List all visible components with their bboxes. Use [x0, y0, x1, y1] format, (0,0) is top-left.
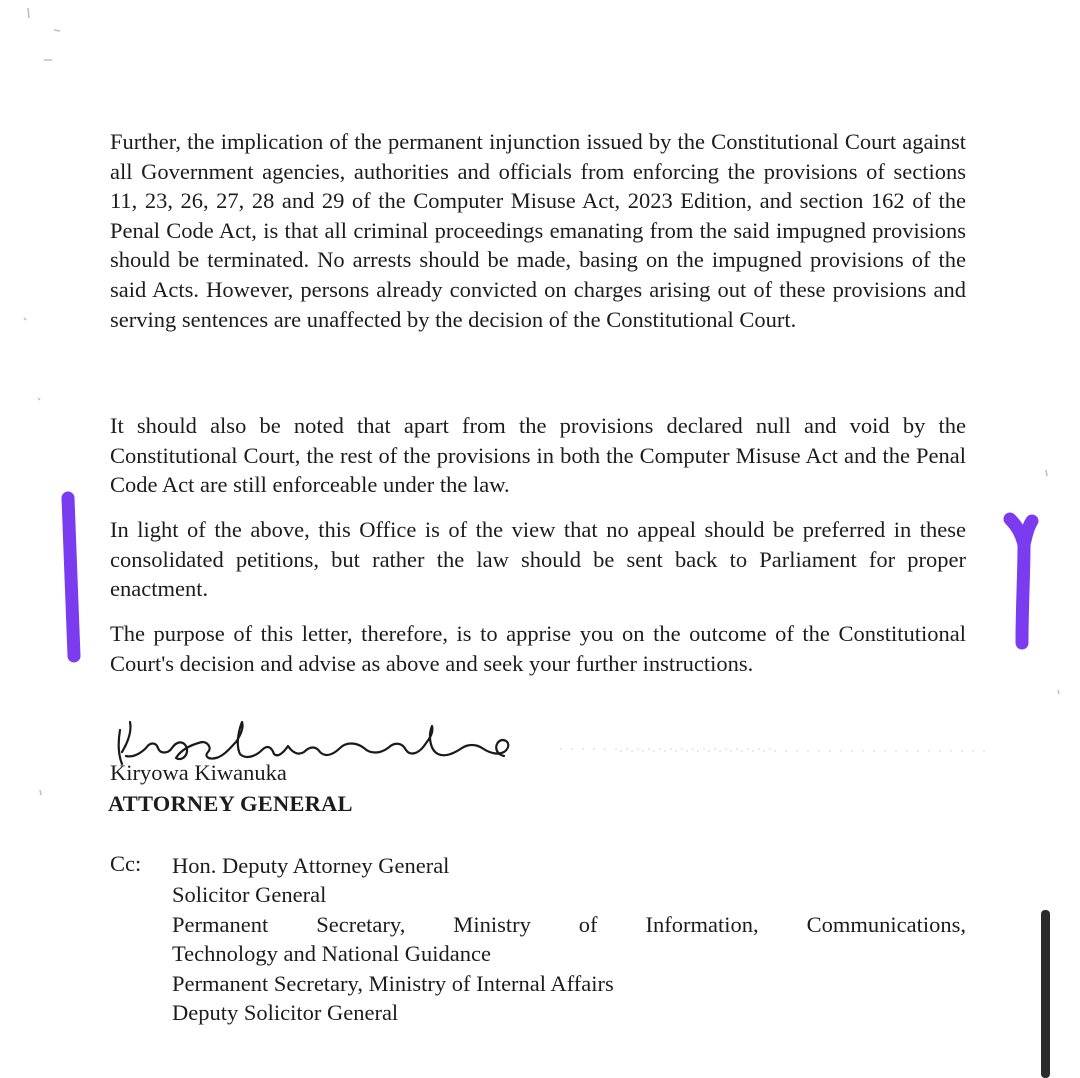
cc-recipient: Technology and National Guidance	[172, 941, 491, 967]
cc-recipient: Permanent Secretary, Ministry of Internal Affairs	[172, 970, 614, 996]
cc-recipient: Hon. Deputy Attorney General	[172, 853, 450, 878]
highlighter-mark-right	[1000, 505, 1050, 655]
paragraph-letter-purpose: The purpose of this letter, therefore, is to apprise you on the outcome of the Constitutional Court's decision and advise as above and seek your further instructions.	[110, 621, 966, 676]
highlighter-mark-left	[52, 488, 92, 668]
paragraph-no-appeal: In light of the above, this Office is of the view that no appeal should be preferred in these consolidated petitions, but rather the law should be sent back to Parliament for proper enactment.	[110, 517, 966, 602]
signatory-name: Kiryowa Kiwanuka	[110, 760, 287, 785]
scrollbar-thumb[interactable]	[1041, 910, 1050, 1078]
paragraph-enforceable-provisions: It should also be noted that apart from the provisions declared null and void by the Constitutional Court, the rest of the provisions in both the Computer Misuse Act and the Penal Code Act are still enforceable under the law.	[110, 413, 966, 498]
signatory-title: ATTORNEY GENERAL	[108, 791, 353, 816]
cc-recipient: Permanent Secretary, Ministry of Information, Communications,	[172, 911, 966, 937]
cc-recipient: Solicitor General	[172, 882, 327, 908]
cc-recipient-list	[172, 851, 966, 1027]
paragraph-injunction-implication: Further, the implication of the permanent injunction issued by the Constitutional Court against all Government agencies, authorities and officials from enforcing the provisions of sections 11, 23, 26, 27, 28 and 29 of the Computer Misuse Act, 2023 Edition, and section 162 of the Penal Code Act, is that all criminal proceedings emanating from the said impugned provisions should be terminated. No arrests should be made, basing on the impugned provisions of the said Acts. However, persons already convicted on charges arising out of these provisions and serving sentences are unaffected by the decision of the Constitutional Court.	[110, 129, 966, 332]
cc-label: Cc:	[110, 851, 142, 876]
cc-recipient: Deputy Solicitor General	[172, 1000, 399, 1026]
